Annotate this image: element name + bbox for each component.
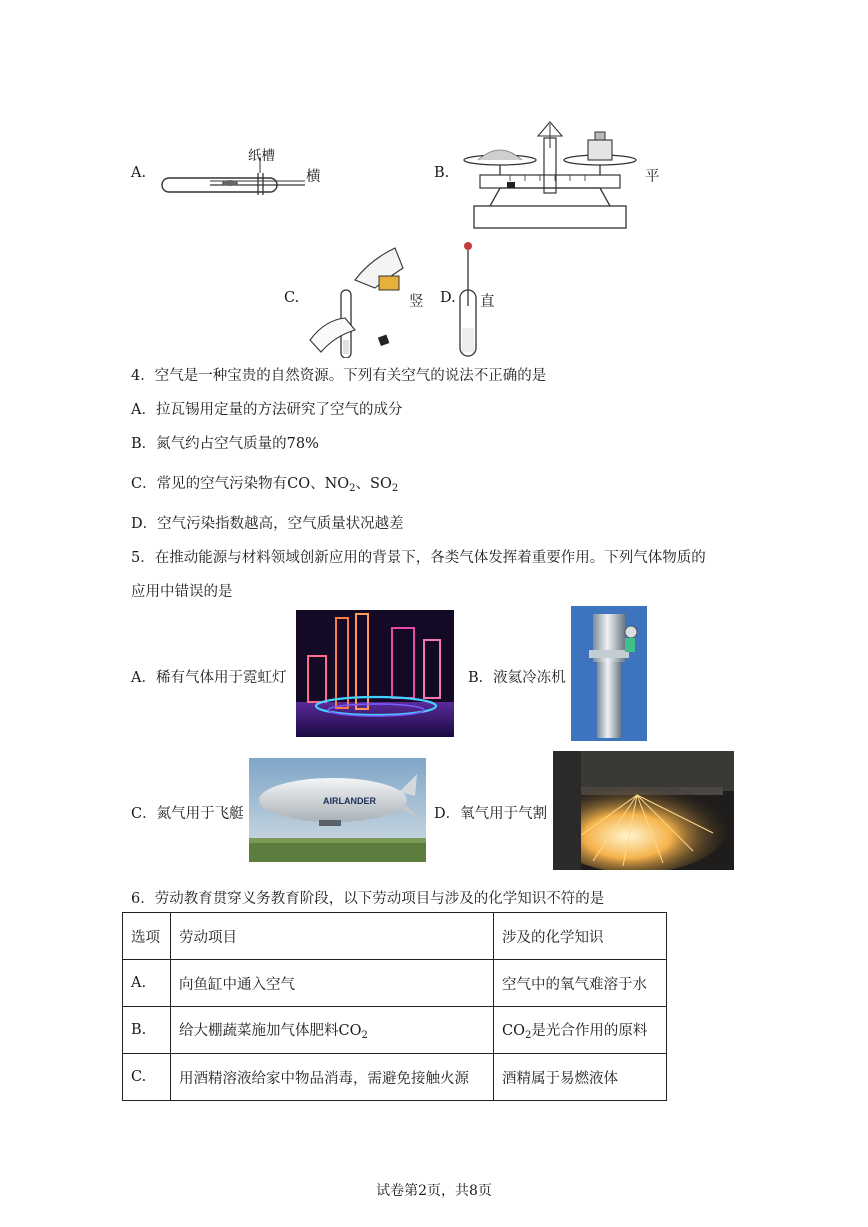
q4-stem: 4．空气是一种宝贵的自然资源。下列有关空气的说法不正确的是 <box>131 368 547 384</box>
pouring-reagent-image <box>305 240 407 358</box>
option-b-label: B. <box>434 165 450 181</box>
table-header-cell: 选项 <box>123 913 171 960</box>
neon-sign-image <box>296 610 454 737</box>
table-cell-option: C. <box>123 1054 171 1101</box>
option-a-note: 横 <box>306 169 321 185</box>
table-cell-item: 用酒精溶液给家中物品消毒，需避免接触火源 <box>171 1054 494 1101</box>
table-cell-option: A. <box>123 960 171 1007</box>
table-row <box>123 1007 667 1054</box>
q4-option-b: B．氮气约占空气质量的78% <box>131 436 319 452</box>
airship-image <box>249 758 426 862</box>
table-cell-item: 向鱼缸中通入空气 <box>171 960 494 1007</box>
table-cell-item: 给大棚蔬菜施加气体肥料$CO_2$ <box>171 1007 494 1054</box>
q5-stem-line2: 应用中错误的是 <box>131 584 233 600</box>
table-header-row <box>123 913 667 960</box>
paper-trough-callout: 纸槽 <box>248 148 275 164</box>
table-header-cell: 涉及的化学知识 <box>494 913 667 960</box>
q4-option-a: A．拉瓦锡用定量的方法研究了空气的成分 <box>131 402 403 418</box>
option-c-label: C. <box>284 290 300 306</box>
oxygen-cutting-image <box>553 751 734 870</box>
option-d-label: D. <box>440 290 456 306</box>
q5-option-c: C．氮气用于飞艇 <box>131 806 244 822</box>
option-d-note: 直 <box>480 294 495 310</box>
option-c-note: 竖 <box>409 294 424 310</box>
table-row <box>123 960 667 1007</box>
option-a-label: A. <box>131 165 147 181</box>
table-cell-knowledge: 酒精属于易燃液体 <box>494 1054 667 1101</box>
table-cell-knowledge: $CO_2$是光合作用的原料 <box>494 1007 667 1054</box>
option-b-note: 平 <box>645 169 660 185</box>
q5-option-d: D．氧气用于气割 <box>434 806 548 822</box>
q5-stem-line1: 5．在推动能源与材料领域创新应用的背景下，各类气体发挥着重要作用。下列气体物质的 <box>131 550 706 566</box>
balance-scale-image <box>460 118 640 233</box>
table-cell-knowledge: 空气中的氧气难溶于水 <box>494 960 667 1007</box>
dropper-tube-image <box>456 240 480 358</box>
q4-option-c: C．常见的空气污染物有CO、$NO_2$、$SO_2$ <box>131 476 399 494</box>
q4-option-d: D．空气污染指数越高，空气质量状况越差 <box>131 516 404 532</box>
liquid-helium-cryocooler-image <box>571 606 647 741</box>
table-row <box>123 1054 667 1101</box>
q5-option-a: A．稀有气体用于霓虹灯 <box>131 670 287 686</box>
page-footer: 试卷第2页，共8页 <box>376 1183 492 1199</box>
q6-stem: 6．劳动教育贯穿义务教育阶段，以下劳动项目与涉及的化学知识不符的是 <box>131 891 605 907</box>
q6-table <box>122 912 667 1101</box>
airship-lettering: AIRLANDER <box>323 796 376 806</box>
test-tube-horizontal-image <box>160 143 310 203</box>
table-header-cell: 劳动项目 <box>171 913 494 960</box>
q5-option-b: B．液氦冷冻机 <box>468 670 566 686</box>
table-cell-option: B. <box>123 1007 171 1054</box>
